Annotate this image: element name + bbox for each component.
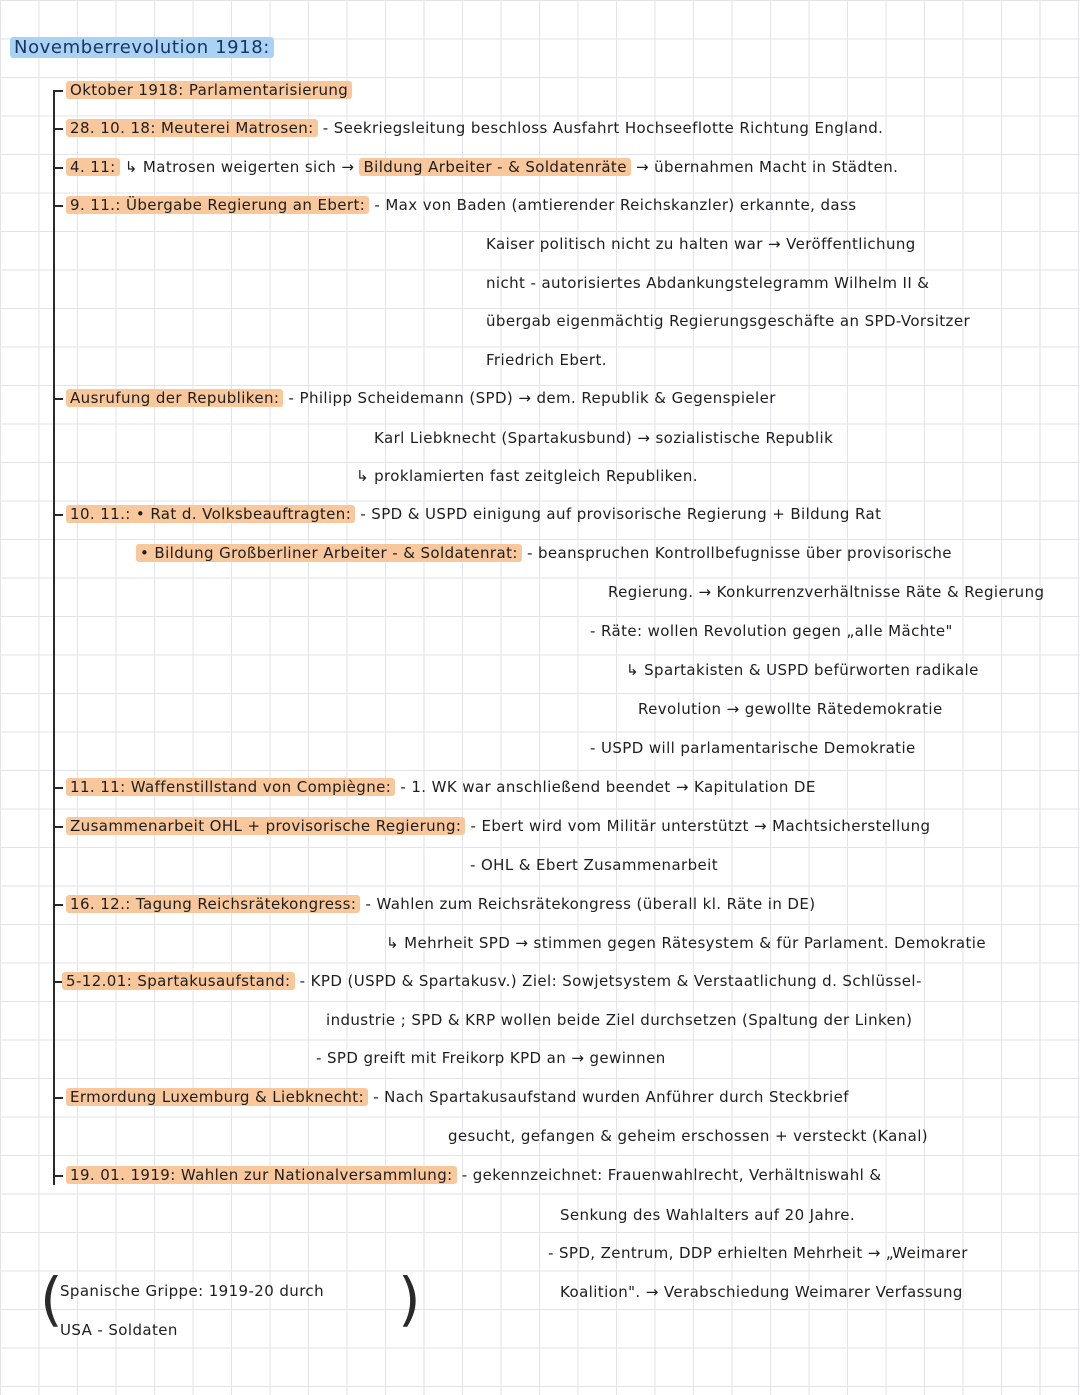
entry-ermordung: Ermordung Luxemburg & Liebknecht: - Nach Spartakusaufstand wurden Anführer durch Steckbrief xyxy=(66,1087,849,1107)
entry-uebergabe: 9. 11.: Übergabe Regierung an Ebert: - Max von Baden (amtierender Reichskanzler) erkannte, dass xyxy=(66,195,856,215)
timeline-tick xyxy=(55,1097,63,1099)
side-note-line: USA - Soldaten xyxy=(60,1321,178,1339)
text-line: - Räte: wollen Revolution gegen „alle Mächte" xyxy=(590,622,953,640)
text-line: Kaiser politisch nicht zu halten war → Veröffentlichung xyxy=(486,235,916,253)
text-line: Karl Liebknecht (Spartakusbund) → sozialistische Republik xyxy=(374,429,834,447)
timeline-tick xyxy=(55,904,63,906)
note-paren-left: ( xyxy=(40,1265,63,1333)
text-line: Koalition". → Verabschiedung Weimarer Verfassung xyxy=(560,1283,963,1301)
timeline-tick xyxy=(55,514,63,516)
entry-grossberliner-rat: • Bildung Großberliner Arbeiter - & Soldatenrat: - beanspruchen Kontrollbefugnisse über provisorische xyxy=(136,543,952,563)
note-paren-right: ) xyxy=(398,1265,421,1333)
entry-meuterei: 28. 10. 18: Meuterei Matrosen: - Seekriegsleitung beschloss Ausfahrt Hochseeflotte Richtung England. xyxy=(66,118,883,138)
text-line: übergab eigenmächtig Regierungsgeschäfte an SPD-Vorsitzer xyxy=(486,312,971,330)
entry-matrosen: 4. 11: ↳ Matrosen weigerten sich → Bildung Arbeiter - & Soldatenräte → übernahmen Macht in Städten. xyxy=(66,157,898,177)
entry-zusammenarbeit: Zusammenarbeit OHL + provisorische Regierung: - Ebert wird vom Militär unterstützt → Machtsicherstellung xyxy=(66,816,930,836)
timeline-tick xyxy=(55,398,63,400)
text-line: ↳ Mehrheit SPD → stimmen gegen Rätesystem & für Parlament. Demokratie xyxy=(386,934,986,952)
text-line: ↳ Spartakisten & USPD befürworten radikale xyxy=(626,661,979,679)
text-line: Revolution → gewollte Rätedemokratie xyxy=(638,700,943,718)
entry-spartakusaufstand: 5-12.01: Spartakusaufstand: - KPD (USPD & Spartakusv.) Ziel: Sowjetsystem & Verstaatlichung d. Schlüssel- xyxy=(62,971,922,991)
timeline-tick xyxy=(55,128,63,130)
text-line: - SPD, Zentrum, DDP erhielten Mehrheit → „Weimarer xyxy=(548,1244,968,1262)
timeline-tick xyxy=(55,787,63,789)
entry-waffenstillstand: 11. 11: Waffenstillstand von Compiègne: - 1. WK war anschließend beendet → Kapitulation DE xyxy=(66,777,816,797)
text-line: ↳ proklamierten fast zeitgleich Republiken. xyxy=(356,467,698,485)
text-line: Friedrich Ebert. xyxy=(486,351,607,369)
text-line: gesucht, gefangen & geheim erschossen + versteckt (Kanal) xyxy=(448,1127,929,1145)
timeline-tick xyxy=(55,205,63,207)
entry-rat-volksbeauftragte: 10. 11.: • Rat d. Volksbeauftragten: - SPD & USPD einigung auf provisorische Regierung + Bildung Rat xyxy=(66,504,881,524)
text-line: - SPD greift mit Freikorp KPD an → gewinnen xyxy=(316,1049,666,1067)
text-line: - USPD will parlamentarische Demokratie xyxy=(590,739,916,757)
text-line: industrie ; SPD & KRP wollen beide Ziel durchsetzen (Spaltung der Linken) xyxy=(326,1011,913,1029)
entry-nationalversammlung: 19. 01. 1919: Wahlen zur Nationalversammlung: - gekennzeichnet: Frauenwahlrecht, Verhältniswahl & xyxy=(66,1165,882,1185)
text-line: Regierung. → Konkurrenzverhältnisse Räte & Regierung xyxy=(608,583,1045,601)
entry-reichsraetekongress: 16. 12.: Tagung Reichsrätekongress: - Wahlen zum Reichsrätekongress (überall kl. Räte in DE) xyxy=(66,894,816,914)
timeline-tick xyxy=(55,826,63,828)
timeline-bracket xyxy=(53,90,55,1185)
timeline-tick xyxy=(55,167,63,169)
text-line: nicht - autorisiertes Abdankungstelegramm Wilhelm II & xyxy=(486,274,930,292)
page-title: Novemberrevolution 1918: xyxy=(10,38,274,58)
side-note-line: Spanische Grippe: 1919-20 durch xyxy=(60,1282,324,1300)
text-line: Senkung des Wahlalters auf 20 Jahre. xyxy=(560,1206,856,1224)
entry-ausrufung: Ausrufung der Republiken: - Philipp Scheidemann (SPD) → dem. Republik & Gegenspieler xyxy=(66,388,776,408)
timeline-tick xyxy=(55,90,63,92)
timeline-tick xyxy=(55,1175,63,1177)
entry-oktober: Oktober 1918: Parlamentarisierung xyxy=(66,80,352,100)
text-line: - OHL & Ebert Zusammenarbeit xyxy=(470,856,719,874)
